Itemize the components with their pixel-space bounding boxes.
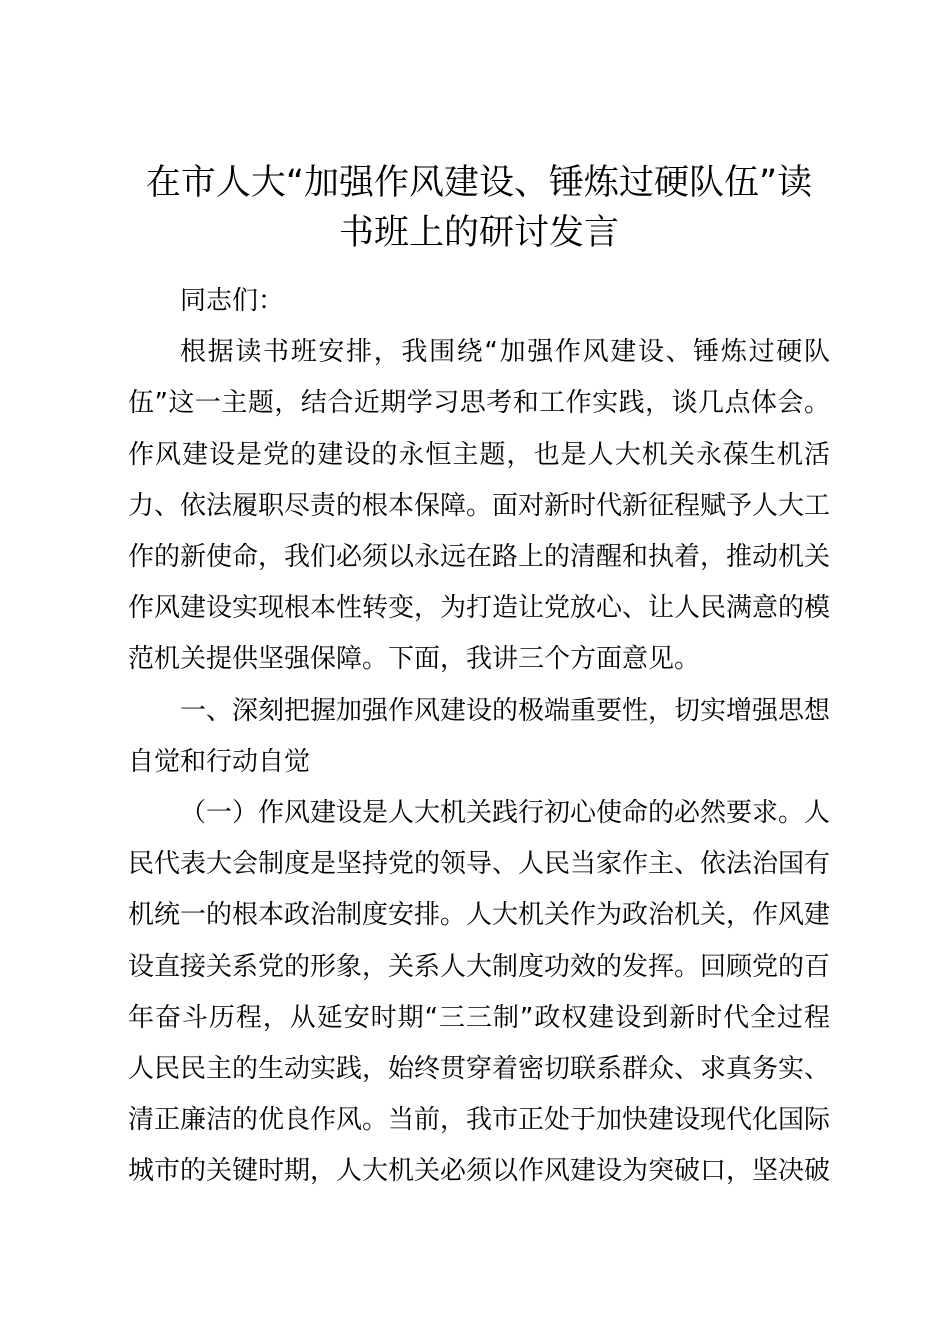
document-title	[128, 158, 830, 258]
document-page	[128, 0, 830, 1344]
paragraph-subsection-1: （一）作风建设是人大机关践行初心使命的必然要求。人民代表大会制度是坚持党的领导、人民当家作主、依法治国有机统一的根本政治制度安排。人大机关作为政治机关，作风建设直接关系党的形象，关系人大制度功效的发挥。回顾党的百年奋斗历程，从延安时期“三三制”政权建设到新时代全过程人民民主的生动实践，始终贯穿着密切联系群众、求真务实、清正廉洁的优良作风。当前，我市正处于加快建设现代化国际城市的关键时期，人大机关必须以作风建设为突破口，坚决破	[128, 798, 831, 1187]
paragraph-intro: 根据读书班安排，我围绕“加强作风建设、锤炼过硬队伍”这一主题，结合近期学习思考和工作实践，谈几点体会。作风建设是党的建设的永恒主题，也是人大机关永葆生机活力、依法履职尽责的根本保障。面对新时代新征程赋予人大工作的新使命，我们必须以永远在路上的清醒和执着，推动机关作风建设实现根本性转变，为打造让党放心、让人民满意的模范机关提供坚强保障。下面，我讲三个方面意见。	[128, 337, 831, 675]
section-heading-1: 一、深刻把握加强作风建设的极端重要性，切实增强思想自觉和行动自觉	[128, 695, 831, 777]
document-body	[128, 276, 830, 1198]
title-line-2: 书班上的研讨发言	[338, 213, 619, 253]
title-line-1: 在市人大“加强作风建设、锤炼过硬队伍”读	[145, 163, 813, 203]
salutation: 同志们：	[180, 286, 285, 316]
